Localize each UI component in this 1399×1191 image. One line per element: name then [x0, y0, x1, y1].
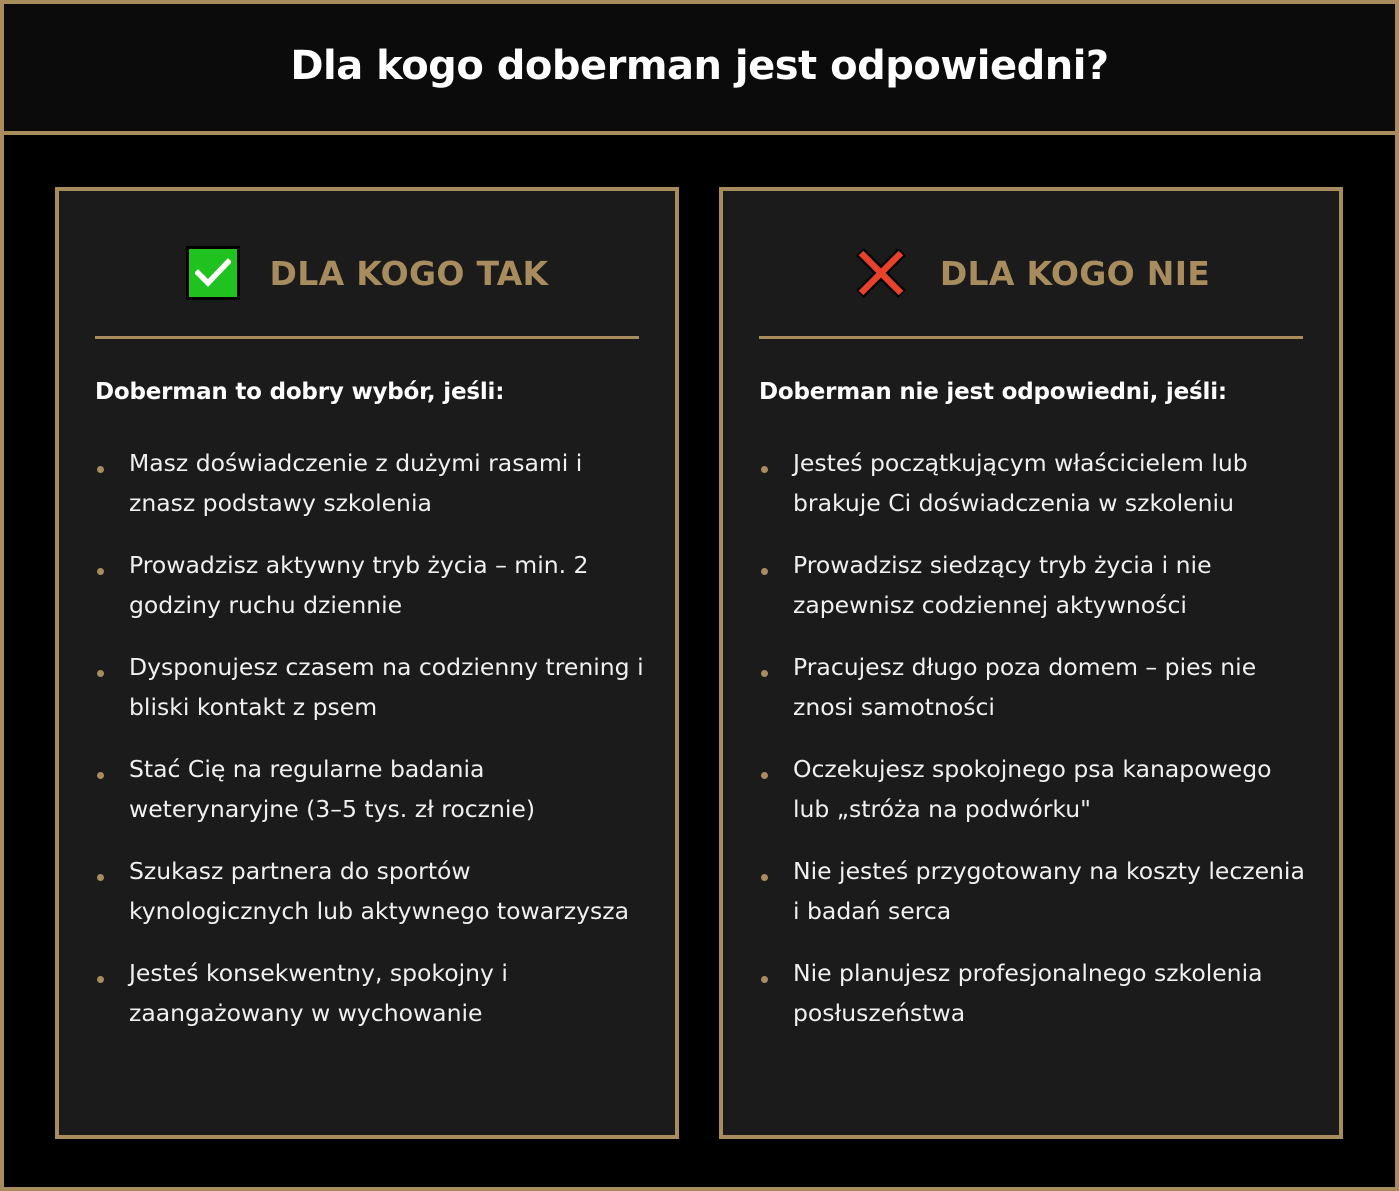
card-header-no: [759, 241, 1303, 305]
list-item-text: Stać Cię na regularne badania weterynaryjne (3–5 tys. zł rocznie): [129, 755, 536, 823]
list-item-text: Prowadzisz aktywny tryb życia – min. 2 godziny ruchu dziennie: [129, 551, 589, 619]
card-title-no: DLA KOGO NIE: [939, 253, 1211, 293]
card-header-yes: [95, 241, 639, 305]
list-item-text: Oczekujesz spokojnego psa kanapowego lub „stróża na podwórku": [793, 755, 1272, 823]
bullet-icon: [761, 670, 768, 677]
list-item-text: Jesteś konsekwentny, spokojny i zaangażowany w wychowanie: [129, 959, 508, 1027]
list-item: [95, 953, 647, 1033]
list-no: [759, 443, 1311, 1055]
list-item: [95, 647, 647, 727]
list-item: [759, 749, 1311, 829]
divider: [759, 336, 1303, 339]
list-item: [95, 851, 647, 931]
cross-icon: [852, 244, 910, 302]
list-item-text: Szukasz partnera do sportów kynologicznych lub aktywnego towarzysza: [129, 857, 630, 925]
list-item: [95, 545, 647, 625]
bullet-icon: [97, 976, 104, 983]
card-lead-yes: Doberman to dobry wybór, jeśli:: [95, 379, 505, 405]
list-item-text: Nie jesteś przygotowany na koszty leczenia i badań serca: [793, 857, 1305, 925]
list-item: [95, 443, 647, 523]
list-item-text: Prowadzisz siedzący tryb życia i nie zapewnisz codziennej aktywności: [793, 551, 1212, 619]
bullet-icon: [97, 670, 104, 677]
list-item: [759, 545, 1311, 625]
list-item: [95, 749, 647, 829]
bullet-icon: [761, 568, 768, 575]
list-item-text: Dysponujesz czasem na codzienny trening i bliski kontakt z psem: [129, 653, 644, 721]
bullet-icon: [97, 466, 104, 473]
page-header: [4, 4, 1395, 135]
bullet-icon: [761, 874, 768, 881]
bullet-icon: [97, 772, 104, 779]
list-item: [759, 647, 1311, 727]
bullet-icon: [761, 976, 768, 983]
list-item: [759, 851, 1311, 931]
card-lead-no: Doberman nie jest odpowiedni, jeśli:: [759, 379, 1227, 405]
list-yes: [95, 443, 647, 1055]
card-for-whom-no: [719, 187, 1343, 1139]
page-title: Dla kogo doberman jest odpowiedni?: [290, 42, 1109, 89]
bullet-icon: [761, 772, 768, 779]
list-item: [759, 443, 1311, 523]
list-item-text: Jesteś początkującym właścicielem lub brakuje Ci doświadczenia w szkoleniu: [793, 449, 1248, 517]
bullet-icon: [97, 874, 104, 881]
list-item-text: Pracujesz długo poza domem – pies nie znosi samotności: [793, 653, 1257, 721]
bullet-icon: [761, 466, 768, 473]
divider: [95, 336, 639, 339]
bullet-icon: [97, 568, 104, 575]
list-item-text: Nie planujesz profesjonalnego szkolenia posłuszeństwa: [793, 959, 1263, 1027]
card-for-whom-yes: [55, 187, 679, 1139]
list-item-text: Masz doświadczenie z dużymi rasami i znasz podstawy szkolenia: [129, 449, 583, 517]
list-item: [759, 953, 1311, 1033]
check-icon: [186, 246, 240, 300]
card-title-yes: DLA KOGO TAK: [269, 253, 549, 293]
